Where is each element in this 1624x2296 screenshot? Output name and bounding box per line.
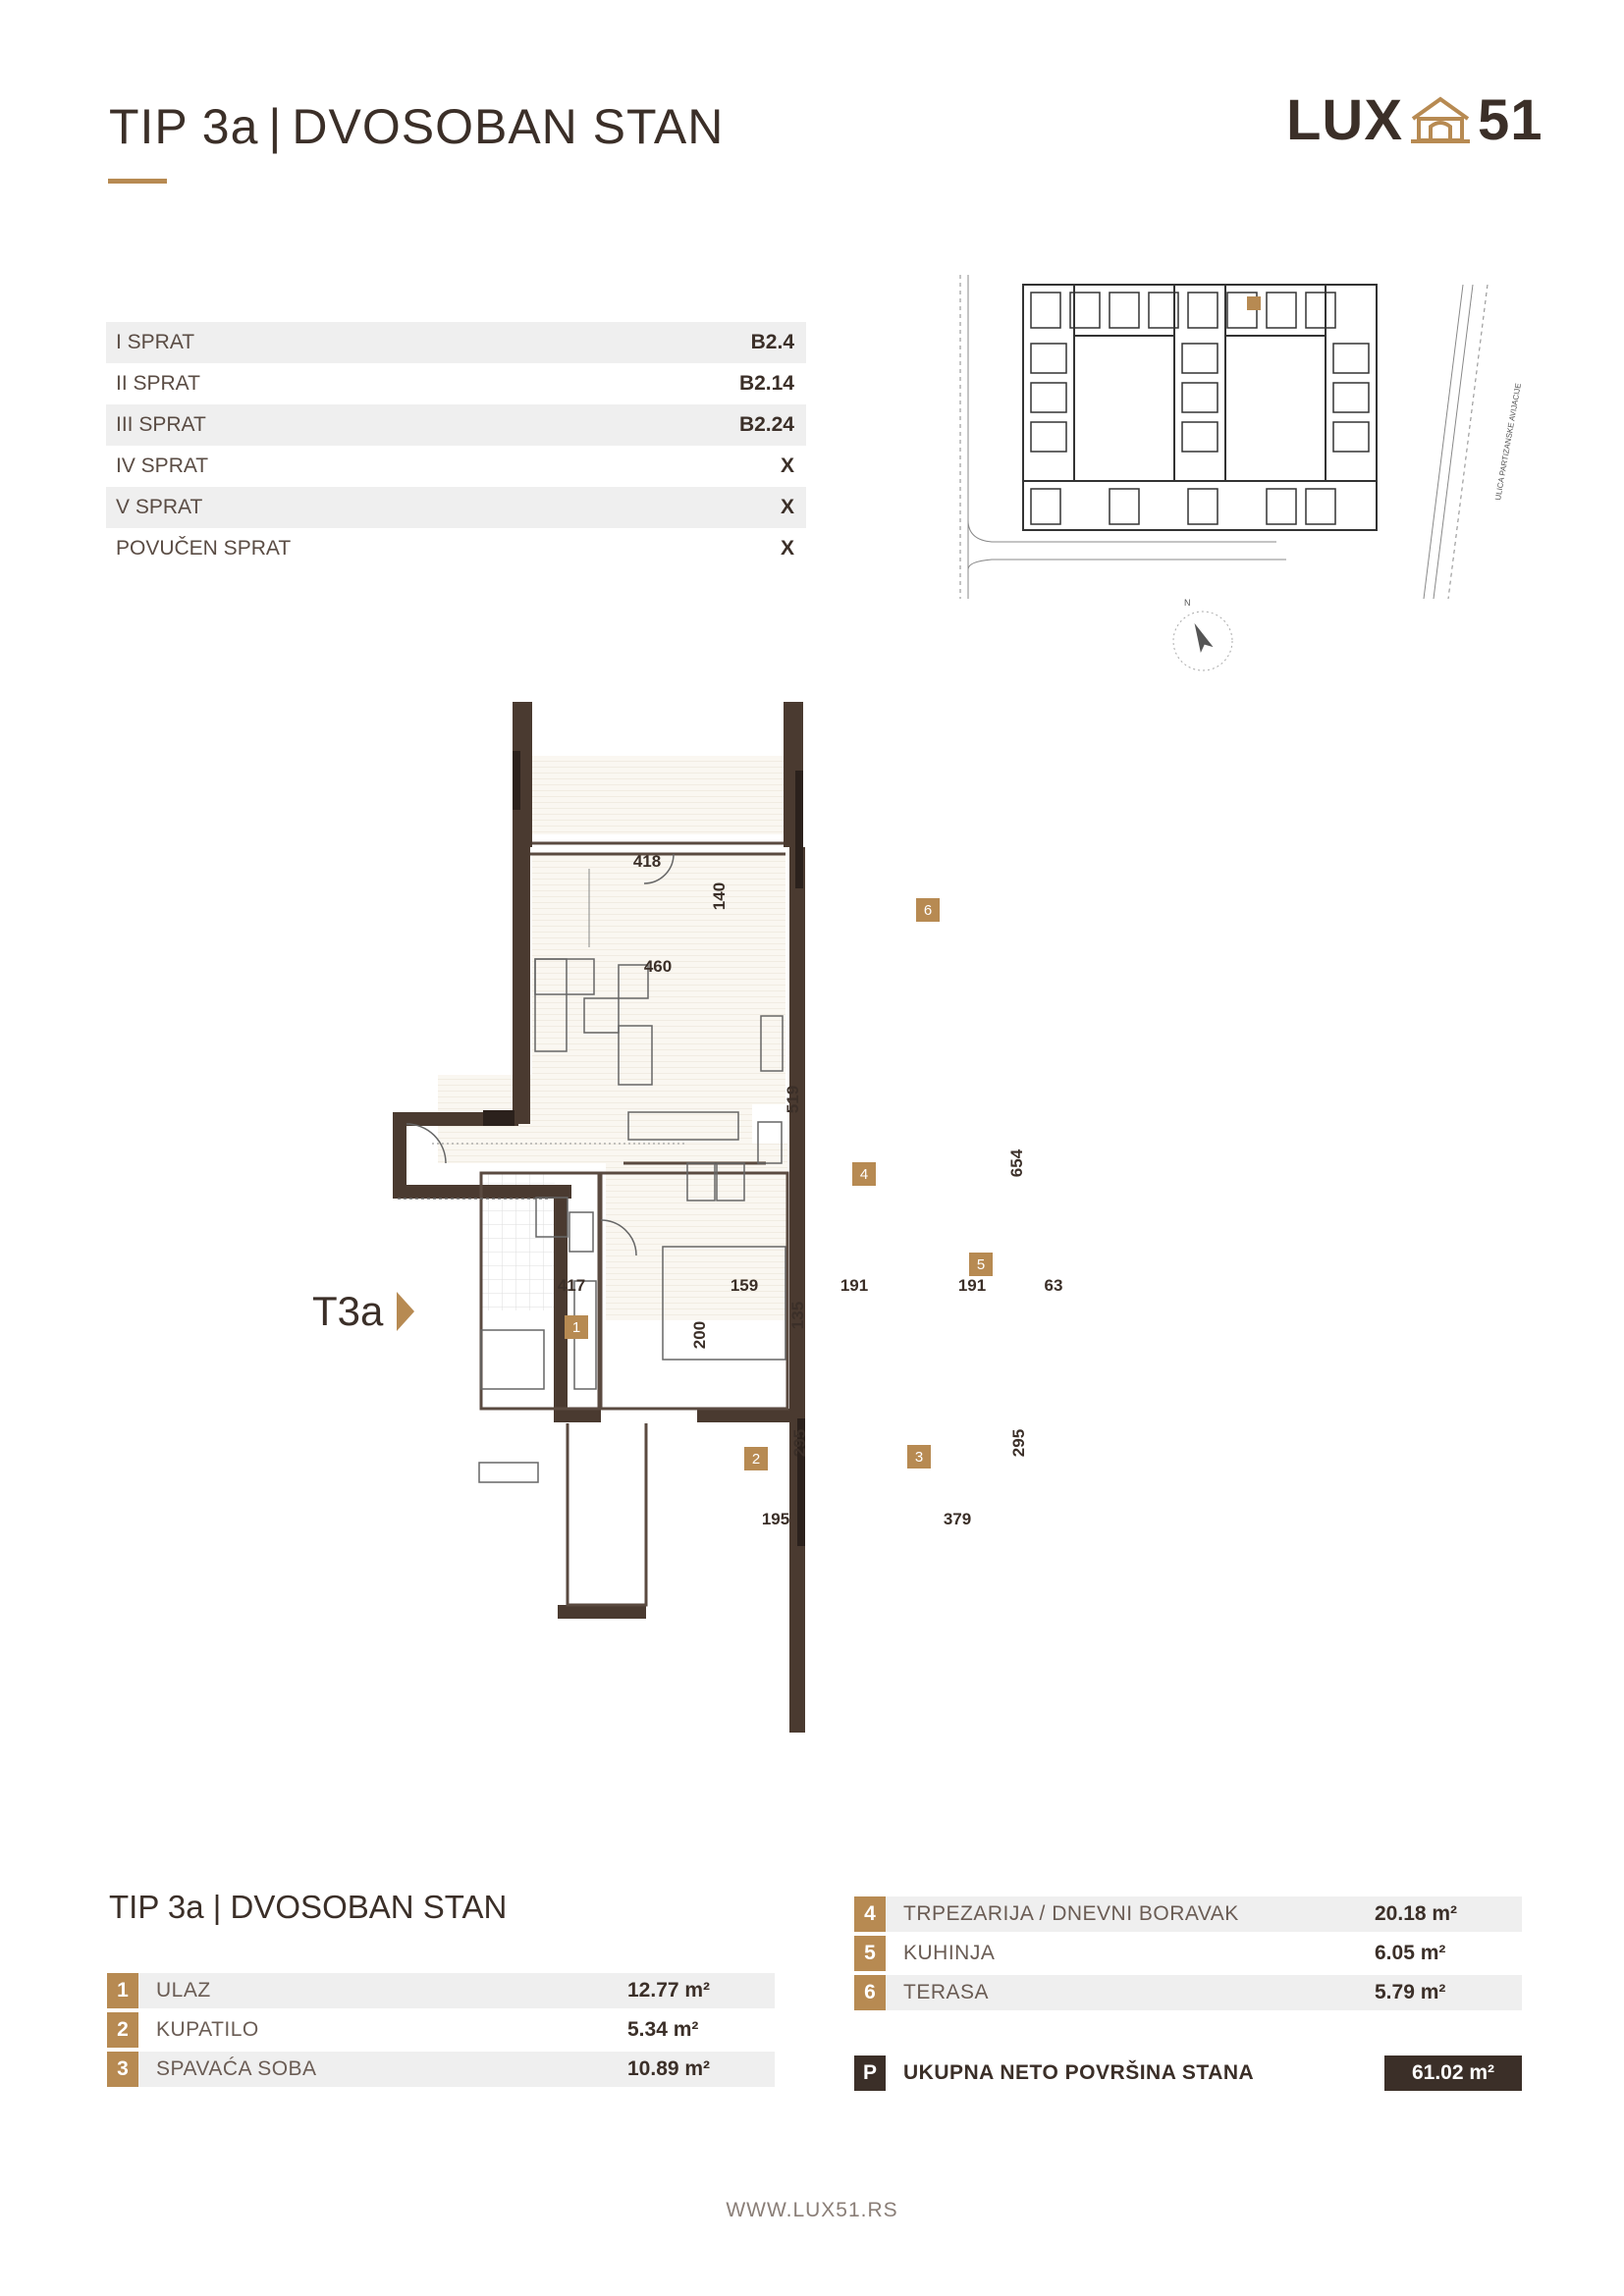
floor-unit: B2.24	[738, 413, 794, 436]
room-marker-3: 3	[907, 1445, 931, 1468]
unit-tag-label: T3a	[312, 1288, 384, 1334]
room-label: SPAVAĆA SOBA	[156, 2057, 317, 2080]
north-label: N	[1184, 598, 1191, 608]
room-row	[854, 1936, 1522, 1971]
floor-unit: X	[780, 454, 794, 477]
room-label: KUHINJA	[903, 1942, 996, 1964]
floor-row	[106, 363, 806, 404]
entry-arrow-icon	[397, 1292, 414, 1331]
title-type: TIP 3a	[109, 99, 259, 154]
dim-191a: 191	[839, 1276, 869, 1295]
floor-label: V SPRAT	[116, 496, 203, 518]
title-separator: |	[268, 99, 283, 154]
summary-type: TIP 3a	[109, 1889, 204, 1925]
site-plan	[952, 275, 1523, 599]
summary-title	[109, 1889, 507, 1926]
title-kind: DVOSOBAN STAN	[292, 99, 725, 154]
room-row	[854, 1975, 1522, 2010]
dim-159: 159	[730, 1276, 759, 1295]
street-label: ULICA PARTIZANSKE AVIJACIJE	[1493, 382, 1523, 502]
page-title	[109, 98, 724, 155]
dim-bed-depth: 295	[1009, 1428, 1028, 1458]
floor-row	[106, 322, 806, 363]
room-area: 10.89 m²	[627, 2057, 711, 2080]
room-marker-2: 2	[744, 1447, 768, 1470]
total-area-row	[854, 2056, 1522, 2091]
summary-kind: DVOSOBAN STAN	[230, 1889, 508, 1925]
footer-url[interactable]: WWW.LUX51.RS	[726, 2199, 898, 2221]
room-label: ULAZ	[156, 1979, 211, 2002]
rooms-list-left	[107, 1973, 775, 2091]
logo-text-right: 51	[1478, 87, 1543, 152]
dim-bath-width: 195	[761, 1510, 790, 1528]
floor-label: III SPRAT	[116, 413, 206, 436]
room-marker-6: 6	[916, 898, 940, 922]
floor-plan	[393, 702, 1119, 1723]
dim-terrace-width: 418	[632, 852, 662, 871]
total-area: 61.02 m²	[1384, 2056, 1522, 2091]
room-number: 1	[107, 1973, 138, 2008]
room-row	[854, 1896, 1522, 1932]
room-number: 3	[107, 2052, 138, 2087]
room-number: 2	[107, 2012, 138, 2048]
floor-label: I SPRAT	[116, 331, 195, 353]
room-number: 6	[854, 1975, 886, 2010]
dim-living-width: 460	[643, 957, 673, 976]
floor-unit: B2.4	[750, 331, 794, 353]
dim-entry-depth: 200	[690, 1320, 709, 1350]
brand-logo	[1286, 87, 1543, 152]
dim-entry-width: 417	[557, 1276, 586, 1295]
rooms-list-right	[854, 1896, 1522, 2014]
house-logo-icon	[1409, 95, 1472, 144]
room-area: 20.18 m²	[1375, 1902, 1458, 1925]
dim-63: 63	[1044, 1276, 1063, 1295]
room-label: TERASA	[903, 1981, 990, 2003]
room-row	[107, 2012, 775, 2048]
floor-unit: B2.14	[738, 372, 794, 395]
room-row	[107, 1973, 775, 2008]
room-area: 12.77 m²	[627, 1979, 711, 2002]
floor-label: IV SPRAT	[116, 454, 209, 477]
compass-icon	[1159, 594, 1247, 682]
dim-terrace-depth: 140	[710, 881, 729, 911]
room-number: 4	[854, 1896, 886, 1932]
floor-unit: X	[780, 537, 794, 560]
room-marker-5: 5	[969, 1253, 993, 1276]
room-marker-1: 1	[565, 1315, 588, 1339]
room-marker-4: 4	[852, 1162, 876, 1186]
floor-row	[106, 528, 806, 569]
dim-dining-depth: 654	[1007, 1148, 1026, 1178]
room-row	[107, 2052, 775, 2087]
floor-unit: X	[780, 496, 794, 518]
total-label: UKUPNA NETO POVRŠINA STANA	[903, 2061, 1255, 2084]
dim-191b: 191	[957, 1276, 987, 1295]
floor-row	[106, 404, 806, 446]
floor-label: POVUČEN SPRAT	[116, 537, 292, 560]
room-area: 6.05 m²	[1375, 1942, 1446, 1964]
room-area: 5.34 m²	[627, 2018, 699, 2041]
dim-135: 135	[788, 1301, 807, 1330]
room-label: KUPATILO	[156, 2018, 259, 2041]
floor-row	[106, 446, 806, 487]
room-number: 5	[854, 1936, 886, 1971]
floor-label: II SPRAT	[116, 372, 200, 395]
summary-separator: |	[212, 1889, 222, 1925]
logo-text-left: LUX	[1286, 87, 1403, 152]
dim-living-depth: 519	[784, 1085, 802, 1114]
floor-row	[106, 487, 806, 528]
room-label: TRPEZARIJA / DNEVNI BORAVAK	[903, 1902, 1239, 1925]
total-marker: P	[854, 2056, 886, 2091]
room-area: 5.79 m²	[1375, 1981, 1446, 2003]
dim-bed-width: 379	[943, 1510, 972, 1528]
floors-table	[106, 322, 806, 569]
unit-tag	[312, 1288, 414, 1335]
title-underline	[108, 179, 167, 184]
dim-bath-depth: 295	[790, 1428, 809, 1458]
